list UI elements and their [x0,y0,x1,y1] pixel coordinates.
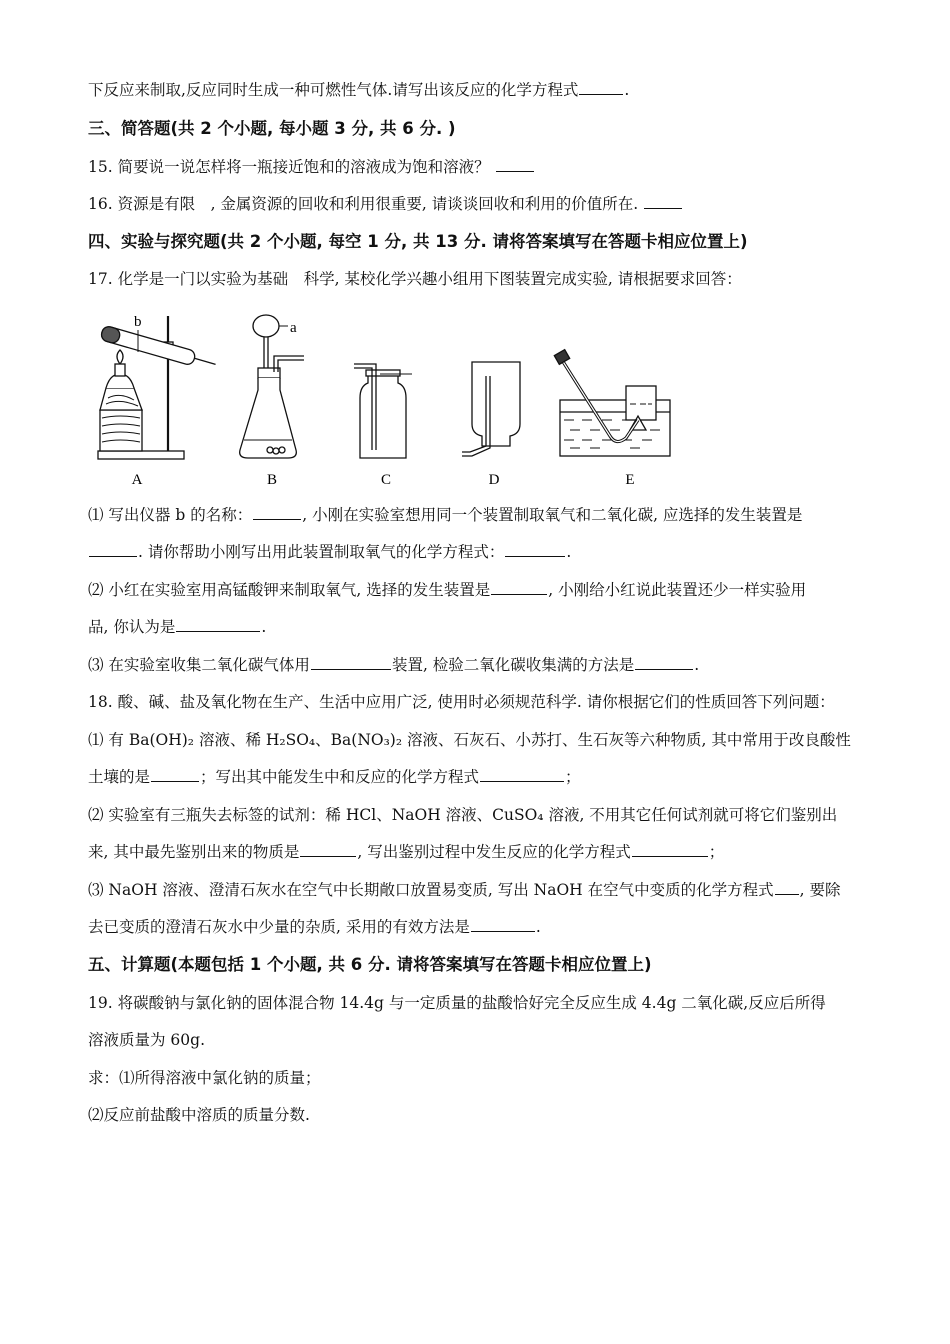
answer-blank[interactable] [491,579,547,595]
question-19-line1: 19. 将碳酸钠与氯化钠的固体混合物 14.4g 与一定质量的盐酸恰好完全反应生成 4.4g 二氧化碳,反应后所得 [88,994,826,1012]
apparatus-c [354,364,412,458]
question-19-line2: 溶液质量为 60g. [88,1031,205,1049]
section-3-title: 三、简答题(共 2 个小题, 每小题 3 分, 共 6 分. ) [88,119,456,138]
answer-blank[interactable] [471,916,535,932]
figure-label-e-apparatus: E [625,472,635,488]
q18-part2-line2: 来, 其中最先鉴别出来的物质是 , 写出鉴别过程中发生反应的化学方程式 ； [88,843,725,861]
question-15: 15. 简要说一说怎样将一瓶接近饱和的溶液成为饱和溶液？ [88,156,535,178]
answer-blank[interactable] [635,654,693,670]
answer-blank[interactable] [632,841,708,857]
q17-part1-line1: ⑴ 写出仪器 b 的名称： , 小刚在实验室想用同一个装置制取氧气和二氧化碳, 应选择的发生装置是 [88,506,803,524]
apparatus-figure [90,308,690,493]
part-label-a: a [290,320,297,336]
figure-label-b-apparatus: B [266,472,278,488]
answer-blank[interactable] [311,654,391,670]
section-4-title: 四、实验与探究题(共 2 个小题, 每空 1 分, 共 13 分. 请将答案填写在答题卡相应位置上) [88,232,748,251]
answer-blank[interactable] [480,766,564,782]
answer-blank[interactable] [89,541,137,557]
apparatus-a [98,316,217,459]
q14-tail: 下反应来制取,反应同时生成一种可燃性气体.请写出该反应的化学方程式 . [88,81,630,99]
q18-part2-line1: ⑵ 实验室有三瓶失去标签的试剂：稀 HCl、NaOH 溶液、CuSO₄ 溶液, 不用其它任何试剂就可将它们鉴别出 [88,806,838,824]
question-19-line3: 求：⑴所得溶液中氯化钠的质量； [88,1069,321,1087]
question-19-line4: ⑵反应前盐酸中溶质的质量分数. [88,1106,310,1124]
part-label-b: b [134,314,142,330]
q17-part2-line2: 品, 你认为是 . [88,618,267,636]
answer-blank[interactable] [644,193,682,209]
section-5-title: 五、计算题(本题包括 1 个小题, 共 6 分. 请将答案填写在答题卡相应位置上) [88,955,652,974]
question-16: 16. 资源是有限 , 金属资源的回收和利用很重要, 请谈谈回收和利用的价值所在. [88,193,683,215]
answer-blank[interactable] [775,879,799,895]
answer-blank[interactable] [505,541,565,557]
answer-blank[interactable] [151,766,199,782]
question-18-stem: 18. 酸、碱、盐及氧化物在生产、生活中应用广泛, 使用时必须规范科学. 请你根据它们的性质回答下列问题： [88,693,835,711]
answer-blank[interactable] [176,616,260,632]
q18-part3-line1: ⑶ NaOH 溶液、澄清石灰水在空气中长期敞口放置易变质, 写出 NaOH 在空气中变质的化学方程式 , 要除 [88,881,841,899]
answer-blank[interactable] [579,79,623,95]
apparatus-e [554,350,670,456]
answer-blank[interactable] [253,504,301,520]
apparatus-b [240,315,304,458]
q18-part1-line2: 土壤的是 ；写出其中能发生中和反应的化学方程式 ； [88,768,581,786]
q18-part3-line2: 去已变质的澄清石灰水中少量的杂质, 采用的有效方法是 . [88,918,541,936]
q18-part1-line1: ⑴ 有 Ba(OH)₂ 溶液、稀 H₂SO₄、Ba(NO₃)₂ 溶液、石灰石、小苏打、生石灰等六种物质, 其中常用于改良酸性 [88,731,851,749]
q17-part2-line1: ⑵ 小红在实验室用高锰酸钾来制取氧气, 选择的发生装置是 , 小刚给小红说此装置还少一样实验用 [88,581,807,599]
answer-blank[interactable] [496,156,534,172]
apparatus-d [462,362,520,456]
figure-label-a-apparatus: A [131,472,143,488]
figure-label-d-apparatus: D [488,472,500,488]
q17-part1-line2: . 请你帮助小刚写出用此装置制取氧气的化学方程式： . [88,541,571,563]
figure-label-c-apparatus: C [380,472,392,488]
q17-part3: ⑶ 在实验室收集二氧化碳气体用 装置, 检验二氧化碳收集满的方法是 . [88,656,700,674]
question-17-stem: 17. 化学是一门以实验为基础 科学, 某校化学兴趣小组用下图装置完成实验, 请根据要求回答： [88,270,742,288]
answer-blank[interactable] [300,841,356,857]
